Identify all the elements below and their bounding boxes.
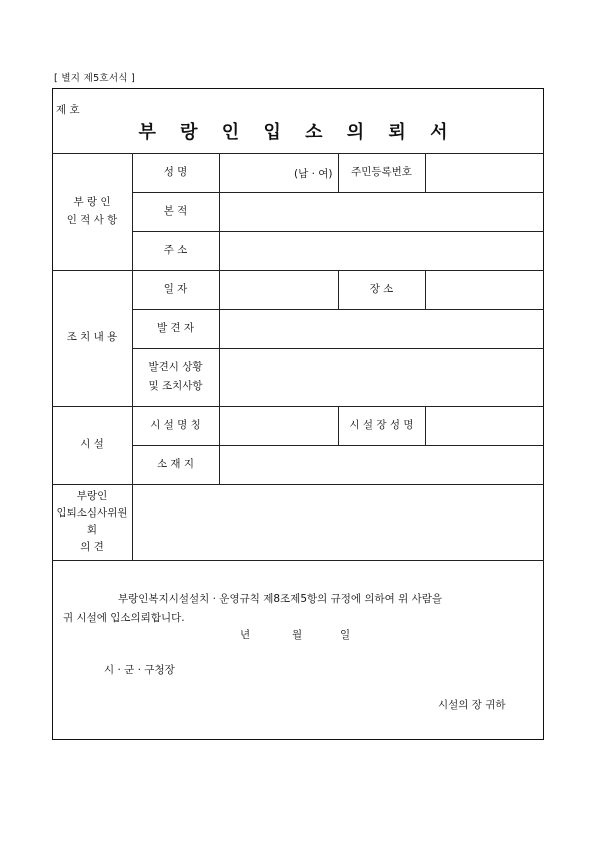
date-day-label: 일 [340, 629, 351, 641]
facility-section-label: 시 설 [80, 438, 104, 451]
committee-label-line1: 부랑인 [76, 490, 108, 503]
issuer-label: 시 · 군 · 구청장 [104, 664, 175, 676]
domicile-label: 본 적 [163, 204, 188, 217]
place-label: 장 소 [369, 282, 394, 295]
committee-opinion-field[interactable] [133, 485, 543, 559]
situation-field[interactable] [220, 349, 543, 405]
place-field[interactable] [426, 271, 543, 308]
recipient-label: 시설의 장 귀하 [438, 699, 506, 711]
committee-label-line2: 입퇴소심사위원 [56, 507, 128, 520]
situation-label [132, 348, 219, 406]
date-field[interactable] [220, 271, 337, 308]
date-year-label: 년 [240, 629, 251, 641]
name-field[interactable] [220, 154, 290, 191]
form-title: 부 랑 인 입 소 의 뢰 서 [138, 122, 457, 143]
request-statement-line2: 귀 시설에 입소의뢰합니다. [63, 612, 185, 624]
location-field[interactable] [220, 446, 543, 483]
committee-label-line4: 의 견 [80, 540, 104, 553]
location-label: 소 재 지 [156, 457, 195, 470]
person-section-label [52, 153, 132, 270]
resident-number-label: 주민등록번호 [351, 165, 412, 178]
request-statement-line1: 부랑인복지시설설치 · 운영규칙 제8조제5항의 규정에 의하여 위 사람을 [118, 593, 443, 605]
committee-section-label [52, 484, 132, 560]
name-label: 성 명 [163, 165, 188, 178]
address-field[interactable] [220, 232, 543, 269]
finder-field[interactable] [220, 310, 543, 347]
domicile-field[interactable] [220, 193, 543, 230]
resident-number-field[interactable] [426, 154, 543, 191]
committee-label-line3: 회 [86, 524, 98, 536]
finder-label: 발 견 자 [156, 321, 195, 334]
facility-name-field[interactable] [220, 407, 337, 444]
director-name-field[interactable] [426, 407, 543, 444]
date-month-label: 월 [292, 629, 303, 641]
action-section-label: 조 치 내 용 [66, 331, 118, 344]
situation-label-line2: 및 조치사항 [148, 380, 203, 392]
gender-selector[interactable]: (남 · 여) [294, 168, 333, 180]
form-caption: [ 별지 제5호서식 ] [54, 73, 136, 84]
facility-name-label: 시 설 명 칭 [150, 418, 201, 431]
situation-label-line1: 발견시 상황 [148, 361, 203, 374]
document-number-label: 제 호 [56, 104, 80, 116]
date-label: 일 자 [163, 282, 188, 295]
address-label: 주 소 [163, 243, 188, 256]
divider [52, 560, 544, 561]
person-section-label-line1: 부 랑 인 [73, 195, 111, 208]
person-section-label-line2: 인 적 사 항 [66, 213, 118, 226]
director-name-label: 시 설 장 성 명 [349, 418, 414, 431]
